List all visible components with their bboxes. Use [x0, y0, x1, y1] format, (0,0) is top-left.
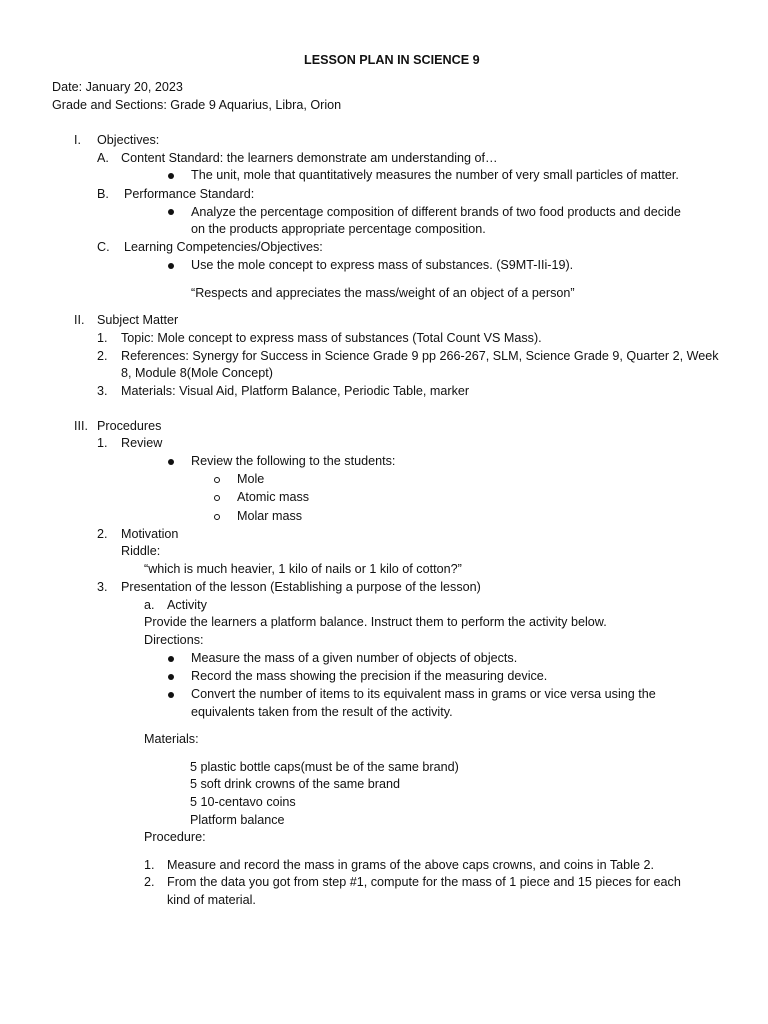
- directions-heading: Directions:: [144, 633, 204, 647]
- riddle-text: “which is much heavier, 1 kilo of nails or 1 kilo of cotton?”: [144, 562, 462, 576]
- date-line: Date: January 20, 2023: [52, 80, 183, 94]
- motivation-heading: Motivation: [121, 527, 179, 541]
- content-standard-text: Content Standard: the learners demonstrate am understanding of…: [121, 151, 498, 165]
- material-item: 5 10-centavo coins: [190, 795, 296, 809]
- objectives-heading: Objectives:: [97, 133, 160, 147]
- activity-label: a.: [144, 598, 155, 612]
- bullet-icon: [168, 692, 174, 698]
- circle-bullet-icon: [214, 514, 220, 520]
- document-title: LESSON PLAN IN SCIENCE 9: [304, 53, 480, 67]
- procedure-step-line2: kind of material.: [167, 893, 256, 907]
- subject-references-line2: 8, Module 8(Mole Concept): [121, 366, 273, 380]
- section-number-procedures: III.: [74, 419, 88, 433]
- performance-standard-bullet-line2: on the products appropriate percentage composition.: [191, 222, 486, 236]
- performance-standard-text: Performance Standard:: [124, 187, 255, 201]
- bullet-icon: [168, 173, 174, 179]
- activity-heading: Activity: [167, 598, 207, 612]
- direction-item-line2: equivalents taken from the result of the activity.: [191, 705, 453, 719]
- bullet-icon: [168, 459, 174, 465]
- procedure-item-number: 1.: [97, 436, 108, 450]
- subject-matter-heading: Subject Matter: [97, 313, 179, 327]
- learning-competencies-text: Learning Competencies/Objectives:: [124, 240, 323, 254]
- bullet-icon: [168, 674, 174, 680]
- learning-competencies-label: C.: [97, 240, 110, 254]
- subject-references-line1: References: Synergy for Success in Science Grade 9 pp 266-267, SLM, Science Grade 9, Quarter 2, Week: [121, 349, 719, 363]
- procedure-heading: Procedure:: [144, 830, 206, 844]
- review-bullet: Review the following to the students:: [191, 454, 396, 468]
- step-number: 2.: [144, 875, 155, 889]
- direction-item: Record the mass showing the precision if the measuring device.: [191, 669, 548, 683]
- procedure-step: Measure and record the mass in grams of the above caps crowns, and coins in Table 2.: [167, 858, 654, 872]
- learning-competencies-bullet: Use the mole concept to express mass of substances. (S9MT-IIi-19).: [191, 258, 574, 272]
- content-standard-label: A.: [97, 151, 109, 165]
- subject-item-number: 2.: [97, 349, 108, 363]
- section-number-subject: II.: [74, 313, 85, 327]
- procedure-item-number: 3.: [97, 580, 108, 594]
- circle-bullet-icon: [214, 495, 220, 501]
- step-number: 1.: [144, 858, 155, 872]
- performance-standard-label: B.: [97, 187, 109, 201]
- review-item-mole: Mole: [237, 472, 265, 486]
- circle-bullet-icon: [214, 477, 220, 483]
- riddle-label: Riddle:: [121, 544, 161, 558]
- review-item-molar-mass: Molar mass: [237, 509, 303, 523]
- presentation-heading: Presentation of the lesson (Establishing a purpose of the lesson): [121, 580, 481, 594]
- procedure-item-number: 2.: [97, 527, 108, 541]
- bullet-icon: [168, 209, 174, 215]
- section-number-objectives: I.: [74, 133, 81, 147]
- grade-sections-line: Grade and Sections: Grade 9 Aquarius, Libra, Orion: [52, 98, 342, 112]
- direction-item: Measure the mass of a given number of objects of objects.: [191, 651, 518, 665]
- review-heading: Review: [121, 436, 163, 450]
- subject-item-number: 1.: [97, 331, 108, 345]
- subject-topic: Topic: Mole concept to express mass of substances (Total Count VS Mass).: [121, 331, 542, 345]
- material-item: 5 soft drink crowns of the same brand: [190, 777, 400, 791]
- content-standard-bullet: The unit, mole that quantitatively measures the number of very small particles of matter.: [191, 168, 679, 182]
- material-item: 5 plastic bottle caps(must be of the same brand): [190, 760, 459, 774]
- bullet-icon: [168, 656, 174, 662]
- procedures-heading: Procedures: [97, 419, 162, 433]
- procedure-step-line1: From the data you got from step #1, compute for the mass of 1 piece and 15 pieces for each: [167, 875, 681, 889]
- direction-item-line1: Convert the number of items to its equivalent mass in grams or vice versa using the: [191, 687, 656, 701]
- material-item: Platform balance: [190, 813, 285, 827]
- values-quote: “Respects and appreciates the mass/weight of an object of a person”: [191, 286, 575, 300]
- bullet-icon: [168, 263, 174, 269]
- materials-heading: Materials:: [144, 732, 199, 746]
- subject-item-number: 3.: [97, 384, 108, 398]
- performance-standard-bullet-line1: Analyze the percentage composition of different brands of two food products and decide: [191, 205, 681, 219]
- subject-materials: Materials: Visual Aid, Platform Balance, Periodic Table, marker: [121, 384, 470, 398]
- activity-intro: Provide the learners a platform balance. Instruct them to perform the activity below.: [144, 615, 607, 629]
- review-item-atomic-mass: Atomic mass: [237, 490, 310, 504]
